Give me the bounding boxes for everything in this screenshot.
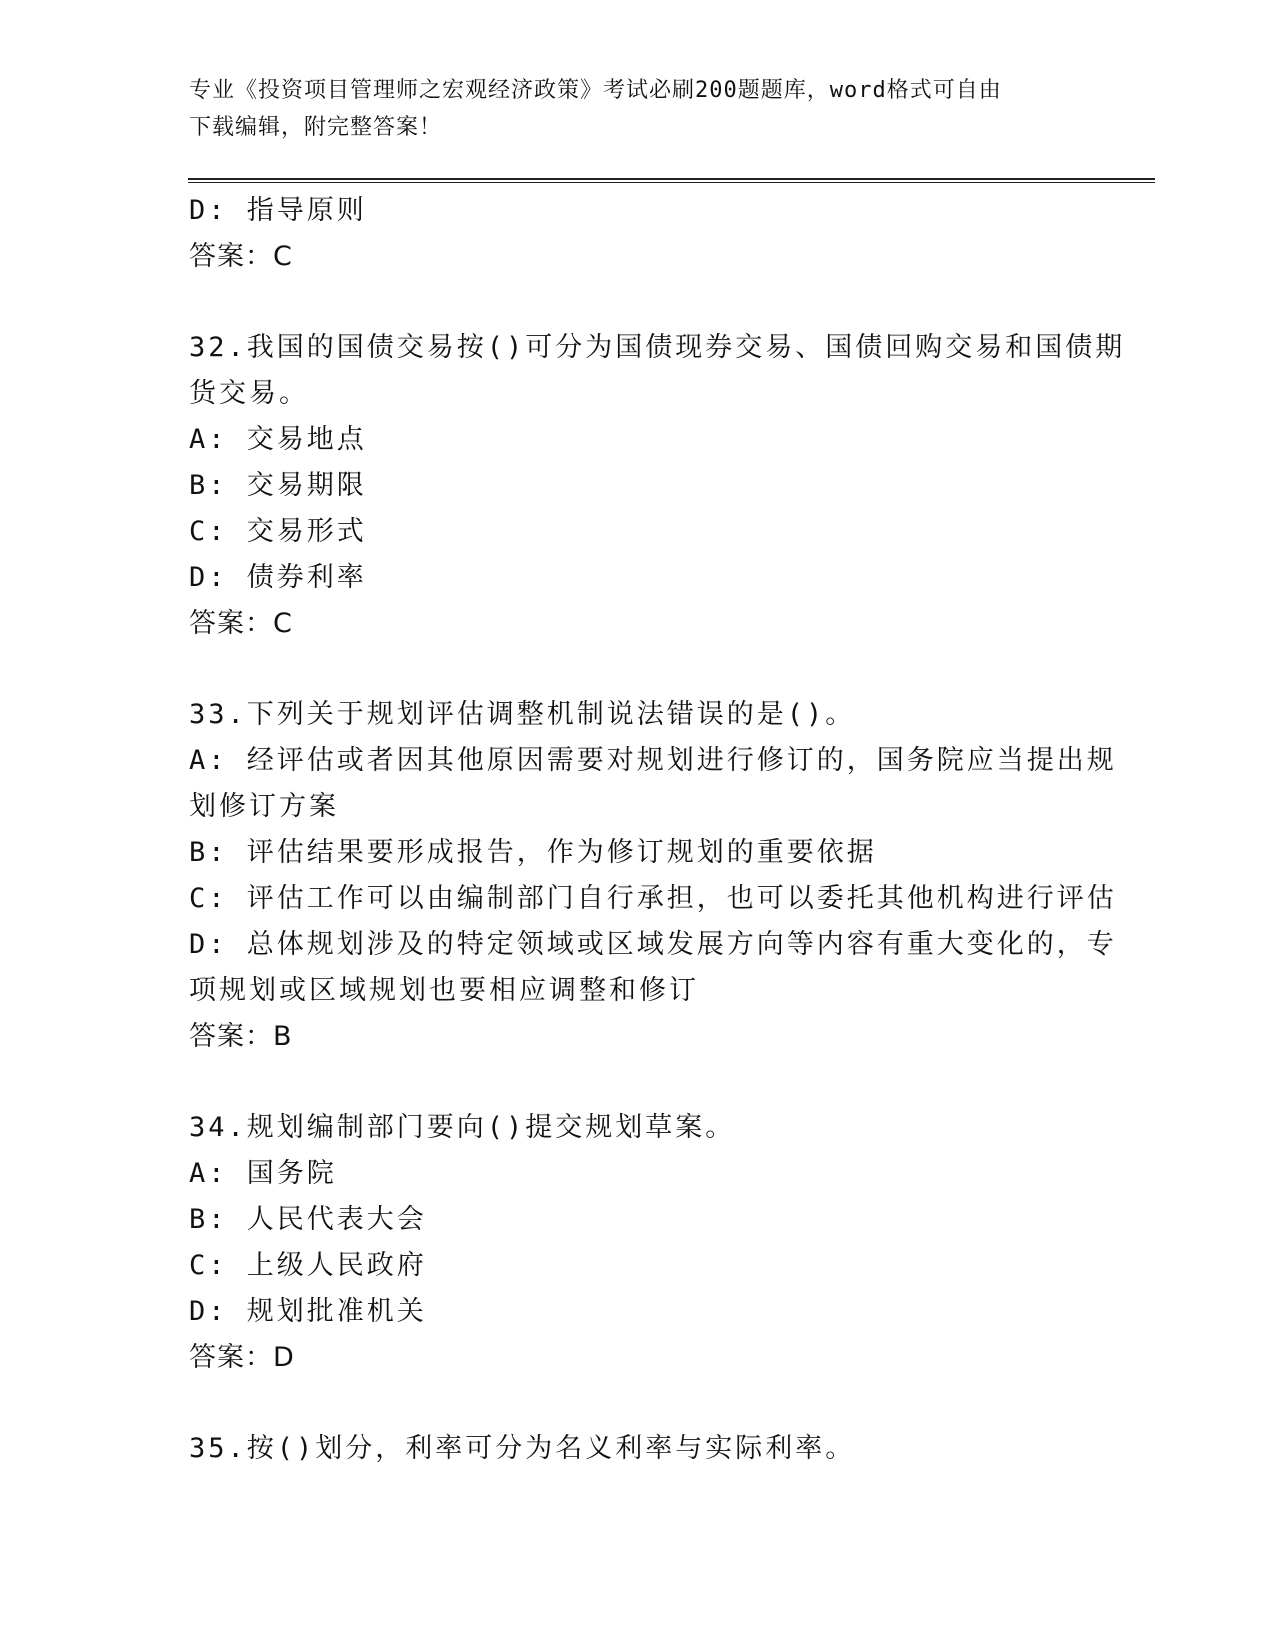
option-c: C: 交易形式 (189, 516, 367, 547)
option-d: D: 指导原则 (189, 195, 367, 226)
previous-question-tail (189, 188, 1089, 280)
header-divider (188, 178, 1155, 183)
option-d: D: 总体规划涉及的特定领域或区域发展方向等内容有重大变化的，专 (189, 929, 1117, 960)
question-stem: 32.我国的国债交易按()可分为国债现券交易、国债回购交易和国债期 (189, 332, 1126, 363)
option-d: D: 债券利率 (189, 562, 367, 593)
option-d-continued: 项规划或区域规划也要相应调整和修订 (189, 975, 699, 1006)
header-line-1: 专业《投资项目管理师之宏观经济政策》考试必刷200题题库，word格式可自由 (189, 78, 1002, 103)
option-a: A: 国务院 (189, 1158, 337, 1189)
answer-line: 答案：C (189, 608, 293, 639)
question-32 (189, 325, 1126, 647)
option-a: A: 经评估或者因其他原因需要对规划进行修订的，国务院应当提出规 (189, 745, 1117, 776)
question-stem: 货交易。 (189, 378, 309, 409)
question-35 (189, 1426, 1089, 1472)
question-stem: 35.按()划分，利率可分为名义利率与实际利率。 (189, 1433, 856, 1464)
option-a: A: 交易地点 (189, 424, 367, 455)
document-body (189, 188, 1126, 1472)
document-header (189, 72, 1089, 146)
option-c: C: 评估工作可以由编制部门自行承担，也可以委托其他机构进行评估 (189, 883, 1117, 914)
question-stem: 34.规划编制部门要向()提交规划草案。 (189, 1112, 736, 1143)
question-stem: 33.下列关于规划评估调整机制说法错误的是()。 (189, 699, 856, 730)
option-d: D: 规划批准机关 (189, 1296, 427, 1327)
option-b: B: 交易期限 (189, 470, 367, 501)
answer-line: 答案：B (189, 1021, 293, 1052)
answer-line: 答案：C (189, 241, 293, 272)
question-34 (189, 1105, 1089, 1381)
option-c: C: 上级人民政府 (189, 1250, 427, 1281)
option-a-continued: 划修订方案 (189, 791, 339, 822)
option-b: B: 评估结果要形成报告，作为修订规划的重要依据 (189, 837, 877, 868)
header-line-2: 下载编辑，附完整答案！ (189, 115, 443, 140)
question-33 (189, 692, 1117, 1060)
answer-line: 答案：D (189, 1342, 295, 1373)
option-b: B: 人民代表大会 (189, 1204, 427, 1235)
